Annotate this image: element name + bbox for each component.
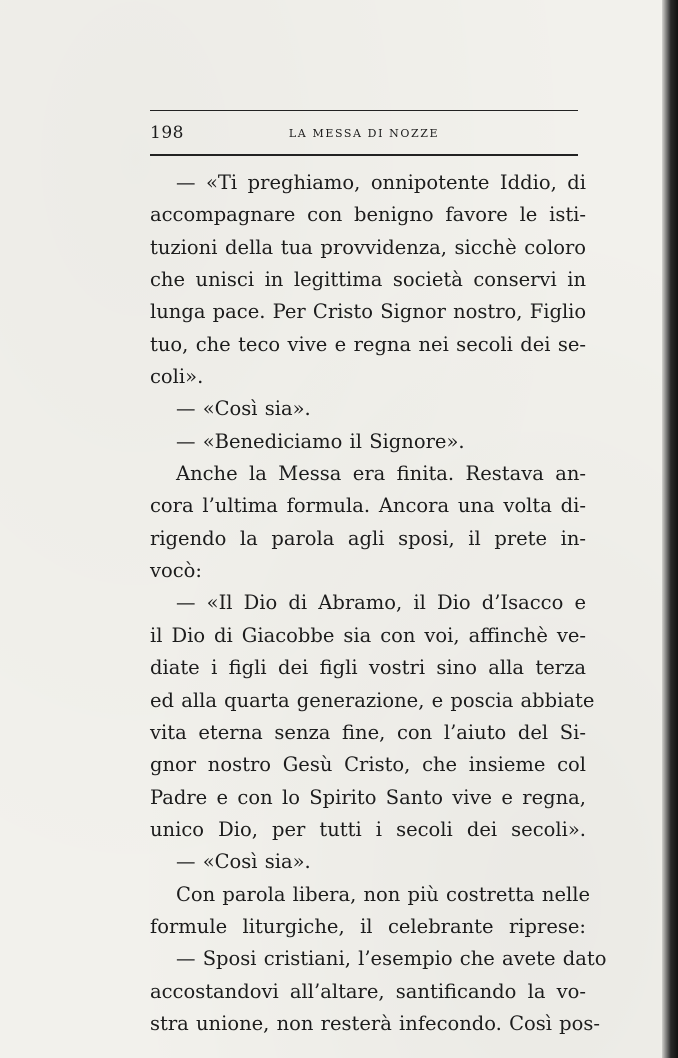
- text-line: il Dio di Giacobbe sia con voi, affinchè ve-: [150, 623, 586, 647]
- header-rule: [150, 154, 578, 156]
- text-line: lunga pace. Per Cristo Signor nostro, Figlio: [150, 300, 587, 324]
- text-line: vocò:: [150, 559, 202, 583]
- text-line: — «Benediciamo il Signore».: [176, 429, 465, 453]
- running-head: [150, 118, 578, 148]
- text-line: Anche la Messa era finita. Restava an-: [176, 462, 586, 486]
- text-line: diate i figli dei figli vostri sino alla terza: [150, 656, 586, 680]
- text-line: coli».: [150, 365, 204, 389]
- text-line: tuo, che teco vive e regna nei secoli dei se-: [150, 332, 586, 356]
- text-line: — «Così sia».: [176, 397, 311, 421]
- text-line: formule liturgiche, il celebrante riprese:: [150, 914, 586, 938]
- top-rule: [150, 110, 578, 111]
- text-line: stra unione, non resterà infecondo. Così pos-: [150, 1011, 600, 1035]
- text-line: — «Ti preghiamo, onnipotente Iddio, di: [176, 171, 586, 194]
- text-line: che unisci in legittima società conservi in: [150, 268, 586, 292]
- text-line: ed alla quarta generazione, e poscia abbiate: [150, 688, 595, 712]
- text-line: accostandovi all’altare, santificando la vo-: [150, 979, 586, 1003]
- text-line: vita eterna senza fine, con l’aiuto del Si-: [150, 720, 586, 744]
- text-line: accompagnare con benigno favore le isti-: [150, 203, 586, 227]
- text-line: — «Così sia».: [176, 850, 311, 874]
- text-line: rigendo la parola agli sposi, il prete in-: [150, 526, 586, 550]
- running-title: LA MESSA DI NOZZE: [288, 126, 440, 140]
- page-number: 198: [150, 123, 184, 143]
- text-line: Con parola libera, non più costretta nelle: [176, 882, 590, 906]
- text-line: — «Il Dio di Abramo, il Dio d’Isacco e: [176, 591, 586, 615]
- page-edge-shadow: [662, 0, 678, 1058]
- text-line: cora l’ultima formula. Ancora una volta di-: [150, 494, 586, 518]
- body-text: [150, 167, 607, 1040]
- text-line: unico Dio, per tutti i secoli dei secoli».: [150, 817, 586, 841]
- text-line: gnor nostro Gesù Cristo, che insieme col: [150, 753, 586, 777]
- text-line: — Sposi cristiani, l’esempio che avete dato: [176, 947, 607, 971]
- text-line: Padre e con lo Spirito Santo vive e regna,: [150, 785, 586, 809]
- text-line: tuzioni della tua provvidenza, sicchè coloro: [150, 235, 586, 259]
